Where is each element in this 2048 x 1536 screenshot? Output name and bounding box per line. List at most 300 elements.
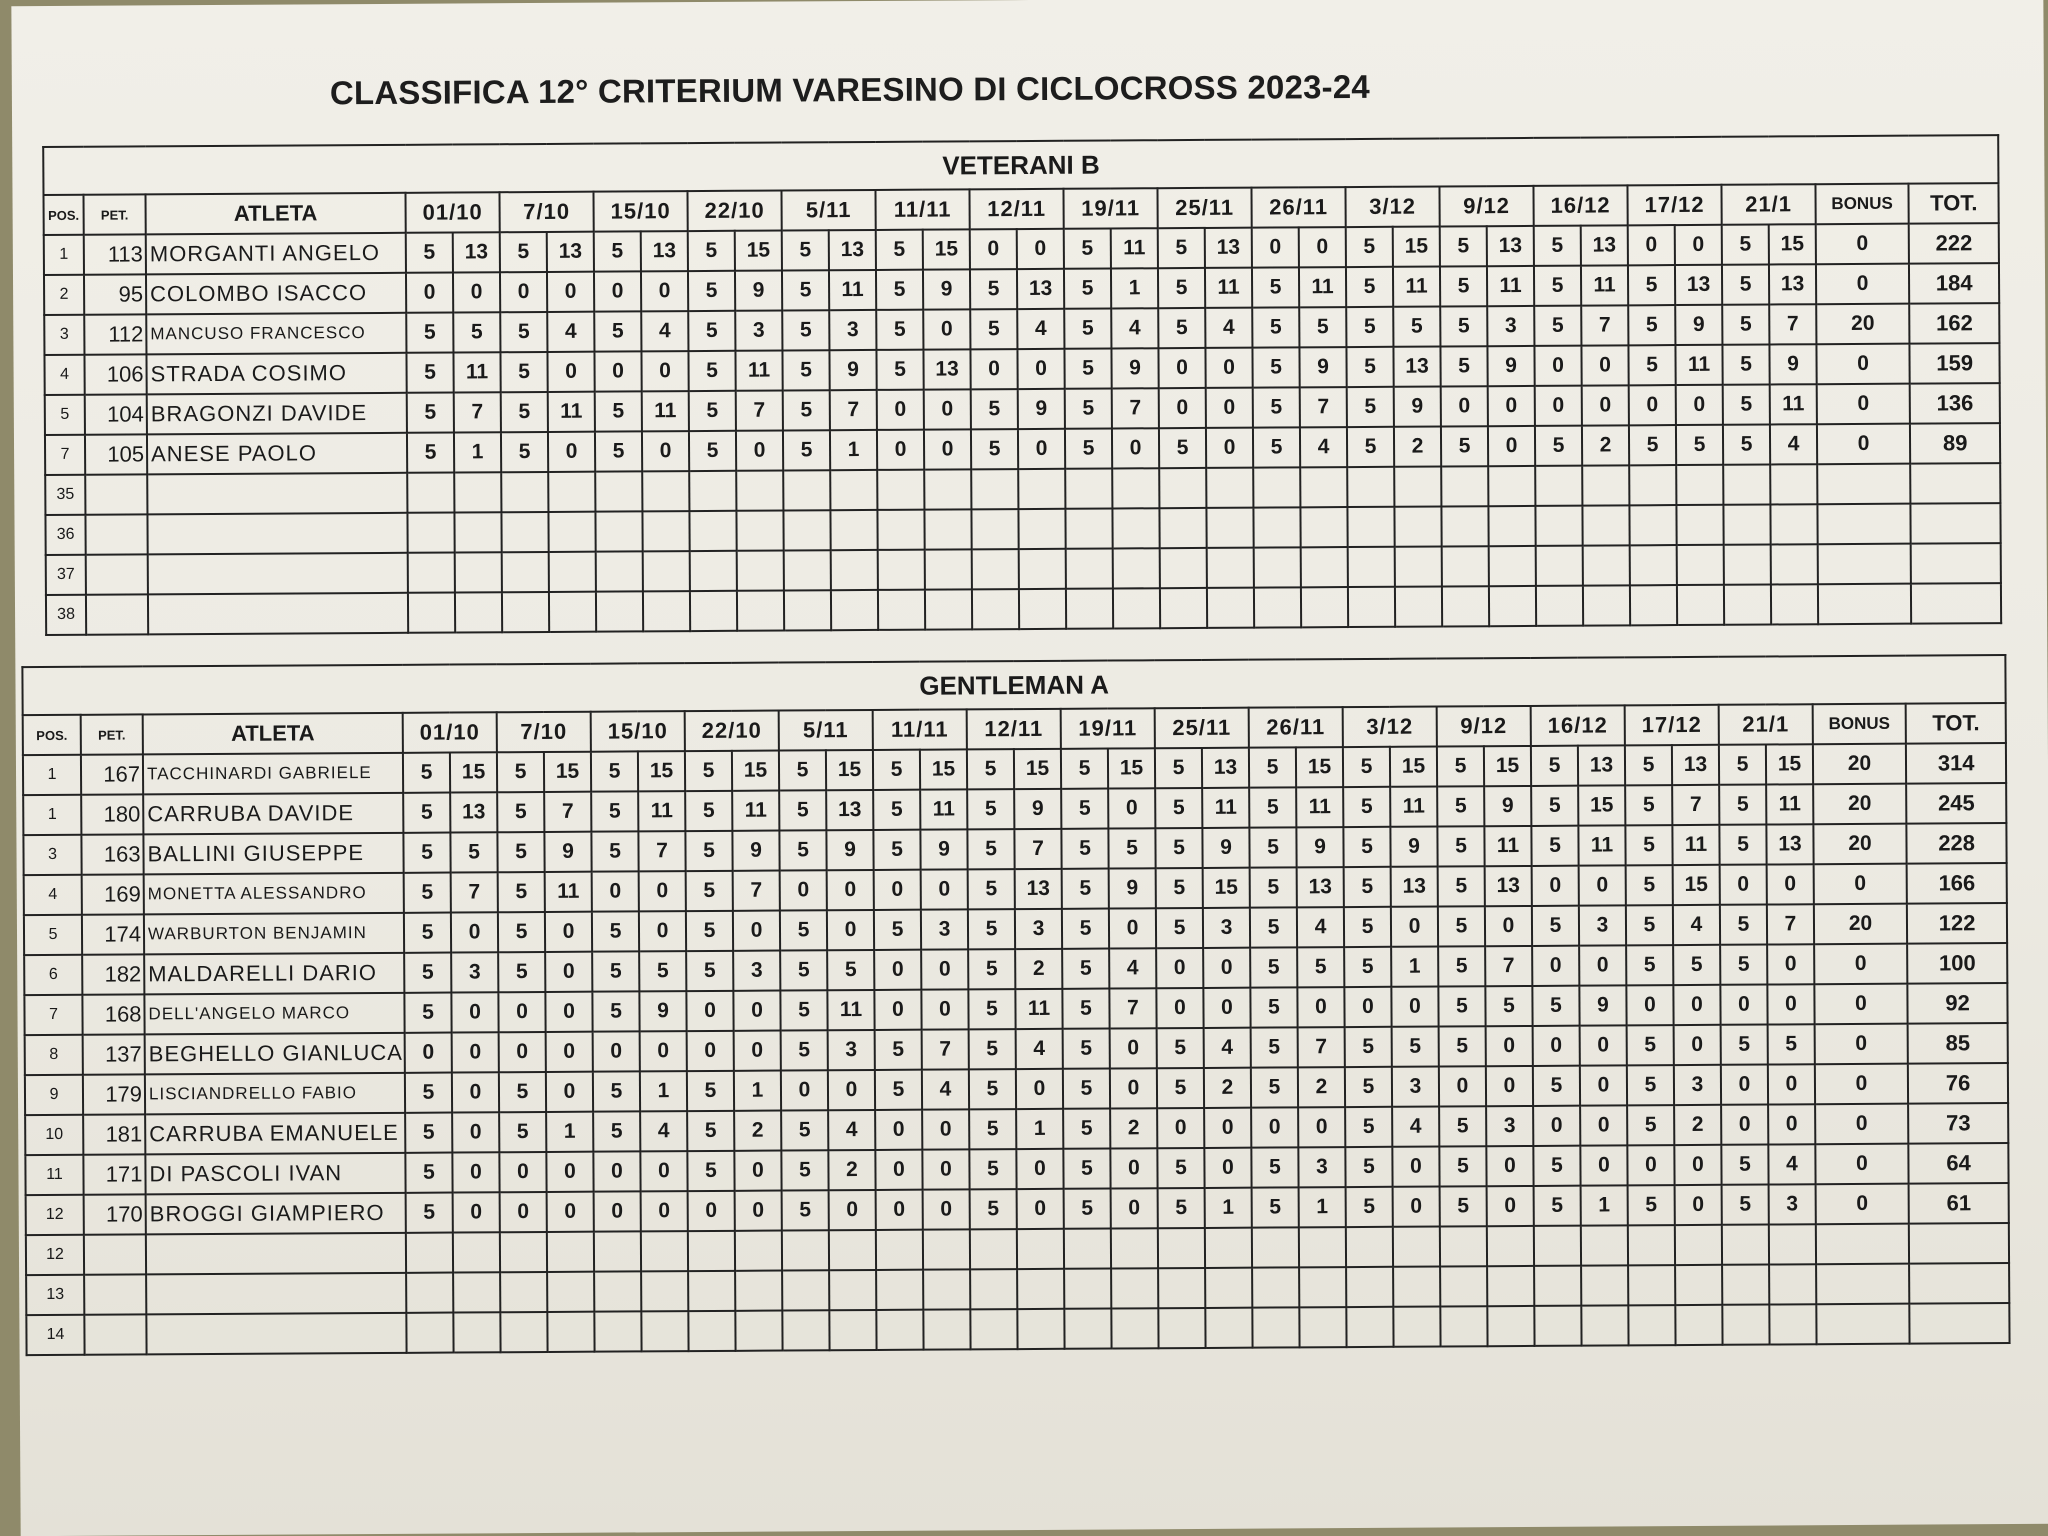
score-cell: 5 — [1719, 825, 1766, 865]
score-cell: 5 — [1440, 346, 1487, 386]
row-bonus: 20 — [1816, 304, 1909, 345]
row-athlete-name — [145, 1033, 405, 1075]
score-cell: 5 — [1155, 788, 1202, 828]
score-cell: 0 — [921, 949, 968, 989]
score-cell: 9 — [732, 831, 779, 871]
score-cell: 5 — [403, 833, 450, 873]
score-cell: 15 — [1484, 746, 1531, 786]
score-cell: 5 — [1108, 828, 1155, 868]
empty-cell — [783, 510, 830, 550]
empty-cell — [1442, 546, 1489, 586]
score-cell: 13 — [1675, 265, 1722, 305]
score-cell: 0 — [641, 271, 688, 311]
score-cell: 0 — [545, 992, 592, 1032]
score-cell: 0 — [827, 870, 874, 910]
empty-cell — [1017, 1229, 1064, 1269]
score-cell: 5 — [1251, 1027, 1298, 1067]
score-cell: 13 — [1487, 226, 1534, 266]
score-cell: 13 — [453, 232, 500, 272]
empty-cell — [500, 1312, 547, 1352]
score-cell: 5 — [594, 231, 641, 271]
empty-cell — [1816, 1264, 1909, 1305]
score-cell: 0 — [499, 1032, 546, 1072]
score-cell: 11 — [1015, 989, 1062, 1029]
score-cell: 9 — [1675, 305, 1722, 345]
empty-cell — [1299, 1307, 1346, 1347]
empty-cell — [1112, 508, 1159, 548]
score-cell: 0 — [453, 1192, 500, 1232]
score-cell: 5 — [1438, 866, 1485, 906]
empty-cell — [829, 1270, 876, 1310]
empty-cell — [1253, 467, 1300, 507]
score-cell: 5 — [685, 831, 732, 871]
empty-cell — [1909, 1303, 2010, 1344]
score-cell: 7 — [1769, 304, 1816, 344]
score-cell: 0 — [500, 272, 547, 312]
header-date: 19/11 — [1063, 188, 1157, 229]
score-cell: 0 — [1018, 429, 1065, 469]
score-cell: 0 — [1580, 1105, 1627, 1145]
score-cell: 5 — [967, 789, 1014, 829]
score-cell: 3 — [1674, 1065, 1721, 1105]
score-cell: 5 — [1393, 306, 1440, 346]
score-cell: 2 — [1394, 426, 1441, 466]
row-pos: 1 — [44, 235, 84, 275]
score-cell: 0 — [1534, 346, 1581, 386]
row-bonus: 20 — [1813, 824, 1906, 865]
empty-cell — [1394, 506, 1441, 546]
empty-cell — [1629, 465, 1676, 505]
score-cell: 5 — [779, 830, 826, 870]
header-date: 25/11 — [1155, 708, 1249, 749]
empty-cell — [1206, 508, 1253, 548]
empty-cell — [878, 590, 925, 630]
score-cell: 0 — [1441, 386, 1488, 426]
score-cell: 5 — [875, 1070, 922, 1110]
row-pos: 35 — [45, 475, 85, 515]
empty-cell — [146, 1313, 406, 1355]
score-cell: 5 — [1156, 868, 1203, 908]
score-cell: 4 — [1111, 308, 1158, 348]
score-cell: 0 — [1110, 1028, 1157, 1068]
score-cell: 0 — [877, 390, 924, 430]
row-athlete-name — [147, 393, 407, 435]
empty-cell — [1064, 1309, 1111, 1349]
score-cell: 2 — [828, 1150, 875, 1190]
empty-cell — [406, 1273, 453, 1313]
score-cell: 0 — [1391, 987, 1438, 1027]
veterani-b-table — [42, 134, 2002, 636]
row-athlete-name — [145, 1113, 405, 1155]
score-cell: 9 — [1394, 386, 1441, 426]
score-cell: 5 — [1534, 226, 1581, 266]
score-cell: 7 — [1300, 387, 1347, 427]
empty-cell — [1723, 464, 1770, 504]
score-cell: 0 — [1767, 864, 1814, 904]
score-cell: 5 — [967, 749, 1014, 789]
score-cell: 5 — [1343, 787, 1390, 827]
row-athlete-name — [143, 833, 403, 875]
score-cell: 5 — [686, 951, 733, 991]
score-cell: 13 — [1015, 869, 1062, 909]
score-cell: 0 — [639, 871, 686, 911]
row-pet: 180 — [81, 794, 143, 834]
score-cell: 15 — [1296, 747, 1343, 787]
score-cell: 11 — [1393, 266, 1440, 306]
score-cell: 7 — [451, 872, 498, 912]
row-pos: 38 — [46, 595, 86, 635]
score-cell: 5 — [1439, 1026, 1486, 1066]
score-cell: 9 — [1111, 348, 1158, 388]
empty-cell — [829, 1230, 876, 1270]
athlete-name-text: CARRUBA DAVIDE — [147, 800, 355, 827]
score-cell: 5 — [1065, 389, 1112, 429]
score-cell: 0 — [1205, 348, 1252, 388]
header-date: 15/10 — [591, 711, 685, 752]
empty-cell — [594, 1271, 641, 1311]
score-cell: 0 — [733, 991, 780, 1031]
empty-cell — [877, 510, 924, 550]
score-cell: 5 — [1720, 905, 1767, 945]
empty-cell — [830, 470, 877, 510]
score-cell: 3 — [451, 952, 498, 992]
score-cell: 5 — [403, 793, 450, 833]
empty-cell — [1206, 468, 1253, 508]
empty-cell — [1581, 1225, 1628, 1265]
empty-cell — [1677, 545, 1724, 585]
empty-cell — [1722, 1225, 1769, 1265]
row-pos: 7 — [45, 435, 85, 475]
score-cell: 5 — [971, 389, 1018, 429]
row-pos: 5 — [24, 915, 82, 955]
row-athlete-name — [146, 313, 406, 355]
row-pos: 7 — [24, 995, 82, 1035]
score-cell: 13 — [641, 231, 688, 271]
empty-cell — [736, 511, 783, 551]
empty-cell — [923, 1309, 970, 1349]
score-cell: 0 — [1344, 987, 1391, 1027]
score-cell: 15 — [1766, 744, 1813, 784]
score-cell: 5 — [1628, 265, 1675, 305]
score-cell: 0 — [827, 910, 874, 950]
athlete-name-text: MANCUSO FRANCESCO — [150, 323, 366, 344]
row-total: 85 — [1908, 1023, 2009, 1064]
empty-cell — [737, 591, 784, 631]
score-cell: 5 — [406, 1193, 453, 1233]
score-cell: 3 — [921, 909, 968, 949]
score-cell: 0 — [1486, 1066, 1533, 1106]
score-cell: 5 — [687, 1071, 734, 1111]
score-cell: 0 — [1488, 426, 1535, 466]
score-cell: 13 — [1202, 748, 1249, 788]
score-cell: 5 — [1673, 945, 1720, 985]
score-cell: 0 — [877, 430, 924, 470]
score-cell: 5 — [876, 310, 923, 350]
score-cell: 4 — [1204, 1028, 1251, 1068]
header-date: 16/12 — [1533, 185, 1627, 226]
score-cell: 5 — [1250, 947, 1297, 987]
score-cell: 0 — [1204, 1108, 1251, 1148]
score-cell: 0 — [1721, 1065, 1768, 1105]
score-cell: 0 — [1720, 865, 1767, 905]
athlete-name-text: COLOMBO ISACCO — [150, 280, 368, 307]
score-cell: 5 — [688, 271, 735, 311]
score-cell: 11 — [732, 791, 779, 831]
empty-cell — [1442, 586, 1489, 626]
row-bonus: 20 — [1813, 744, 1906, 785]
score-cell: 5 — [1253, 427, 1300, 467]
empty-cell — [1818, 544, 1911, 585]
row-pos: 12 — [26, 1235, 84, 1275]
score-cell: 0 — [1156, 948, 1203, 988]
empty-cell — [1816, 1304, 1909, 1345]
score-cell: 0 — [1017, 1189, 1064, 1229]
header-date: 3/12 — [1343, 707, 1437, 748]
score-cell: 5 — [780, 990, 827, 1030]
empty-cell — [1301, 547, 1348, 587]
score-cell: 0 — [451, 992, 498, 1032]
empty-cell — [1205, 1228, 1252, 1268]
header-date: 15/10 — [593, 191, 687, 232]
score-cell: 0 — [922, 1149, 969, 1189]
empty-cell — [1205, 1308, 1252, 1348]
score-cell: 11 — [1487, 266, 1534, 306]
score-cell: 0 — [640, 1151, 687, 1191]
score-cell: 7 — [1014, 829, 1061, 869]
score-cell: 5 — [406, 313, 453, 353]
score-cell: 4 — [922, 1069, 969, 1109]
athlete-name-text: ANESE PAOLO — [151, 440, 318, 467]
empty-cell — [784, 590, 831, 630]
empty-cell — [642, 471, 689, 511]
row-pos: 12 — [26, 1195, 84, 1235]
header-pet: PET. — [83, 194, 145, 234]
row-pet: 168 — [82, 994, 144, 1034]
score-cell: 5 — [1625, 785, 1672, 825]
row-total: 122 — [1907, 903, 2008, 944]
row-total: 92 — [1907, 983, 2008, 1024]
score-cell: 0 — [593, 1151, 640, 1191]
score-cell: 5 — [500, 352, 547, 392]
empty-cell — [594, 1231, 641, 1271]
score-cell: 11 — [1202, 788, 1249, 828]
score-cell: 5 — [688, 351, 735, 391]
empty-cell — [925, 589, 972, 629]
score-cell: 0 — [1252, 227, 1299, 267]
header-date: 22/10 — [687, 191, 781, 232]
score-cell: 5 — [685, 751, 732, 791]
empty-cell — [85, 474, 147, 514]
score-cell: 5 — [1064, 309, 1111, 349]
score-cell: 0 — [1582, 385, 1629, 425]
score-cell: 5 — [783, 390, 830, 430]
empty-cell — [502, 552, 549, 592]
empty-cell — [643, 591, 690, 631]
empty-cell — [1676, 465, 1723, 505]
score-cell: 11 — [1766, 784, 1813, 824]
score-cell: 13 — [1581, 225, 1628, 265]
score-cell: 0 — [1581, 345, 1628, 385]
score-cell: 0 — [1579, 945, 1626, 985]
empty-cell — [1348, 547, 1395, 587]
header-date: 9/12 — [1437, 706, 1531, 747]
score-cell: 5 — [873, 790, 920, 830]
header-date: 26/11 — [1251, 187, 1345, 228]
empty-cell — [688, 1231, 735, 1271]
score-cell: 7 — [733, 871, 780, 911]
row-pos: 9 — [25, 1075, 83, 1115]
empty-cell — [455, 552, 502, 592]
score-cell: 5 — [1722, 264, 1769, 304]
score-cell: 0 — [1535, 386, 1582, 426]
empty-cell — [86, 594, 148, 634]
empty-cell — [1536, 586, 1583, 626]
score-cell: 5 — [1346, 347, 1393, 387]
score-cell: 0 — [1720, 985, 1767, 1025]
score-cell: 0 — [1203, 988, 1250, 1028]
row-pet: 179 — [83, 1074, 145, 1114]
score-cell: 0 — [1017, 229, 1064, 269]
header-date: 12/11 — [967, 709, 1061, 750]
empty-cell — [970, 1309, 1017, 1349]
empty-cell — [147, 513, 407, 555]
score-cell: 5 — [593, 1111, 640, 1151]
empty-cell — [924, 469, 971, 509]
score-cell: 5 — [453, 312, 500, 352]
empty-cell — [1582, 465, 1629, 505]
score-cell: 5 — [1346, 307, 1393, 347]
score-cell: 0 — [1486, 1146, 1533, 1186]
score-cell: 0 — [1297, 987, 1344, 1027]
page-title: CLASSIFICA 12° CRITERIUM VARESINO DI CICLOCROSS 2023-24 — [329, 67, 1371, 112]
empty-cell — [690, 551, 737, 591]
score-cell: 0 — [642, 431, 689, 471]
score-cell: 9 — [735, 271, 782, 311]
score-cell: 5 — [876, 230, 923, 270]
empty-cell — [408, 553, 455, 593]
score-cell: 3 — [1486, 1106, 1533, 1146]
empty-cell — [923, 1229, 970, 1269]
score-cell: 0 — [1109, 908, 1156, 948]
score-cell: 0 — [1439, 1066, 1486, 1106]
score-cell: 5 — [876, 350, 923, 390]
score-cell: 5 — [591, 831, 638, 871]
score-cell: 1 — [1299, 1187, 1346, 1227]
row-pos: 4 — [24, 875, 82, 915]
score-cell: 5 — [1721, 1145, 1768, 1185]
score-cell: 0 — [498, 992, 545, 1032]
row-total: 228 — [1906, 823, 2007, 864]
score-cell: 0 — [781, 1070, 828, 1110]
score-cell: 5 — [1531, 746, 1578, 786]
empty-cell — [1536, 546, 1583, 586]
score-cell: 15 — [1393, 226, 1440, 266]
score-cell: 2 — [1110, 1108, 1157, 1148]
empty-cell — [1582, 505, 1629, 545]
row-total: 166 — [1907, 863, 2008, 904]
score-cell: 5 — [969, 1029, 1016, 1069]
score-cell: 5 — [1534, 266, 1581, 306]
score-cell: 5 — [969, 1069, 1016, 1109]
score-cell: 3 — [1579, 905, 1626, 945]
header-atleta: ATLETA — [143, 713, 403, 755]
row-pos: 1 — [23, 755, 81, 795]
score-cell: 0 — [452, 1152, 499, 1192]
score-cell: 5 — [592, 991, 639, 1031]
empty-cell — [548, 512, 595, 552]
score-cell: 13 — [829, 230, 876, 270]
empty-cell — [501, 472, 548, 512]
score-cell: 0 — [734, 1031, 781, 1071]
row-bonus: 0 — [1814, 944, 1907, 985]
empty-cell — [1207, 548, 1254, 588]
score-cell: 0 — [641, 351, 688, 391]
header-date: 5/11 — [779, 710, 873, 751]
score-cell: 0 — [1767, 944, 1814, 984]
score-cell: 15 — [826, 750, 873, 790]
score-cell: 11 — [1299, 267, 1346, 307]
score-cell: 5 — [1440, 266, 1487, 306]
row-pos: 3 — [44, 315, 84, 355]
score-cell: 5 — [499, 1112, 546, 1152]
empty-cell — [970, 1269, 1017, 1309]
empty-cell — [406, 1313, 453, 1353]
athlete-name-text: BALLINI GIUSEPPE — [147, 840, 365, 867]
score-cell: 0 — [1206, 428, 1253, 468]
score-cell: 13 — [1578, 745, 1625, 785]
score-cell: 5 — [1438, 906, 1485, 946]
score-cell: 7 — [1485, 946, 1532, 986]
score-cell: 5 — [1345, 1107, 1392, 1147]
score-cell: 5 — [1625, 825, 1672, 865]
empty-cell — [1346, 1267, 1393, 1307]
score-cell: 5 — [1347, 387, 1394, 427]
score-cell: 5 — [781, 1030, 828, 1070]
empty-cell — [688, 1271, 735, 1311]
score-cell: 11 — [827, 990, 874, 1030]
row-athlete-name — [144, 953, 404, 995]
empty-cell — [876, 1270, 923, 1310]
empty-cell — [1628, 1225, 1675, 1265]
empty-cell — [84, 1274, 146, 1314]
empty-cell — [84, 1314, 146, 1354]
score-cell: 5 — [1062, 949, 1109, 989]
score-cell: 5 — [405, 1153, 452, 1193]
score-cell: 5 — [780, 910, 827, 950]
empty-cell — [548, 472, 595, 512]
empty-cell — [1159, 468, 1206, 508]
empty-cell — [1583, 585, 1630, 625]
athlete-name-text: TACCHINARDI GABRIELE — [146, 763, 372, 784]
score-cell: 1 — [640, 1071, 687, 1111]
score-cell: 5 — [1064, 229, 1111, 269]
empty-cell — [643, 551, 690, 591]
score-cell: 15 — [544, 752, 591, 792]
empty-cell — [1301, 587, 1348, 627]
score-cell: 5 — [779, 750, 826, 790]
empty-cell — [1675, 1305, 1722, 1345]
header-pos: POS. — [43, 195, 83, 235]
score-cell: 13 — [1766, 824, 1813, 864]
score-cell: 0 — [921, 869, 968, 909]
empty-cell — [147, 473, 407, 515]
score-cell: 5 — [592, 951, 639, 991]
score-cell: 5 — [968, 989, 1015, 1029]
empty-cell — [972, 549, 1019, 589]
score-cell: 5 — [1441, 426, 1488, 466]
score-cell: 5 — [1625, 745, 1672, 785]
score-cell: 0 — [547, 352, 594, 392]
